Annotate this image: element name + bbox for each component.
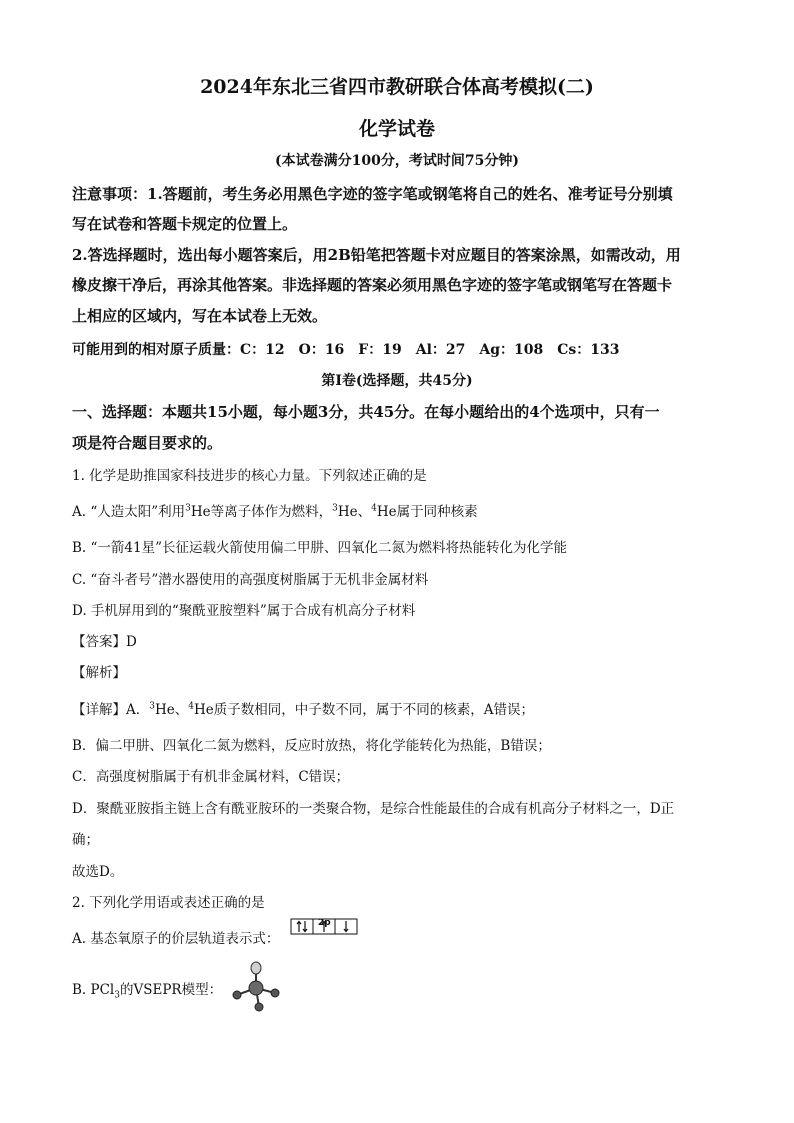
instructions-line-1: 注意事项：1.答题前，考生务必用黑色字迹的签字笔或钢笔将自己的姓名、准考证号分别填 xyxy=(72,185,673,203)
q2-option-b: B. PCl$_3$的VSEPR模型： xyxy=(72,982,223,1001)
q1-option-b: B. “一箭41星”长征运载火箭使用偏二甲肼、四氧化二氮为燃料将热能转化为化学能 xyxy=(72,540,567,556)
instructions-line-5: 上相应的区域内，写在本试卷上无效。 xyxy=(72,307,328,325)
section-title: 第Ⅰ卷(选择题，共45分) xyxy=(321,373,473,389)
q1-detail-a: 【详解】A．$^3$He、$^4$He质子数相同，中子数不同，属于不同的核素，A错误； xyxy=(72,701,534,718)
instructions-line-4: 橡皮擦干净后，再涂其他答案。非选择题的答案必须用黑色字迹的签字笔或钢笔写在答题卡 xyxy=(72,276,673,294)
q1-option-a: A. “人造太阳”利用$^3$He等离子体作为燃料，$^3$He、$^4$He属于同种核素 xyxy=(72,503,478,520)
orbital-diagram xyxy=(290,916,358,936)
section-desc-2: 项是符合题目要求的。 xyxy=(72,434,223,452)
analysis-label: 【解析】 xyxy=(72,665,126,681)
exam-title: 2024年东北三省四市教研联合体高考模拟(二) xyxy=(200,76,594,98)
vsepr-model-image xyxy=(228,960,284,1016)
q1-option-c: C. “奋斗者号”潜水器使用的高强度树脂属于无机非金属材料 xyxy=(72,572,429,588)
answer-label: 【答案】D xyxy=(72,634,137,650)
q1-detail-d-1: D．聚酰亚胺指主链上含有酰亚胺环的一类聚合物，是综合性能最佳的合成有机高分子材料之一，D正 xyxy=(72,801,675,817)
instructions-line-2: 写在试卷和答题卡规定的位置上。 xyxy=(72,215,298,233)
q1-detail-b: B．偏二甲肼、四氧化二氮为燃料，反应时放热，将化学能转化为热能，B错误； xyxy=(72,738,551,754)
q1-stem: 1. 化学是助推国家科技进步的核心力量。下列叙述正确的是 xyxy=(72,468,427,484)
q1-detail-d-2: 确； xyxy=(72,832,99,848)
q1-option-d: D. 手机屏用到的“聚酰亚胺塑料”属于合成有机高分子材料 xyxy=(72,603,416,619)
q2-option-a: A. 基态氧原子的价层轨道表示式： xyxy=(72,931,280,947)
orbital-label: 2p xyxy=(318,918,331,928)
q1-conclusion: 故选D。 xyxy=(72,864,124,880)
subject-title: 化学试卷 xyxy=(358,118,435,140)
exam-note: (本试卷满分100分，考试时间75分钟) xyxy=(275,153,519,169)
instructions-line-3: 2.答选择题时，选出每小题答案后，用2B铅笔把答题卡对应题目的答案涂黑，如需改动，用 xyxy=(72,246,681,264)
atomic-masses: 可能用到的相对原子质量：C：12 O：16 F：19 Al：27 Ag：108 Cs：133 xyxy=(72,342,620,358)
q1-detail-c: C．高强度树脂属于有机非金属材料，C错误； xyxy=(72,769,350,785)
section-desc-1: 一、选择题：本题共15小题，每小题3分，共45分。在每小题给出的4个选项中，只有一 xyxy=(72,403,660,421)
q2-stem: 2. 下列化学用语或表述正确的是 xyxy=(72,895,265,911)
